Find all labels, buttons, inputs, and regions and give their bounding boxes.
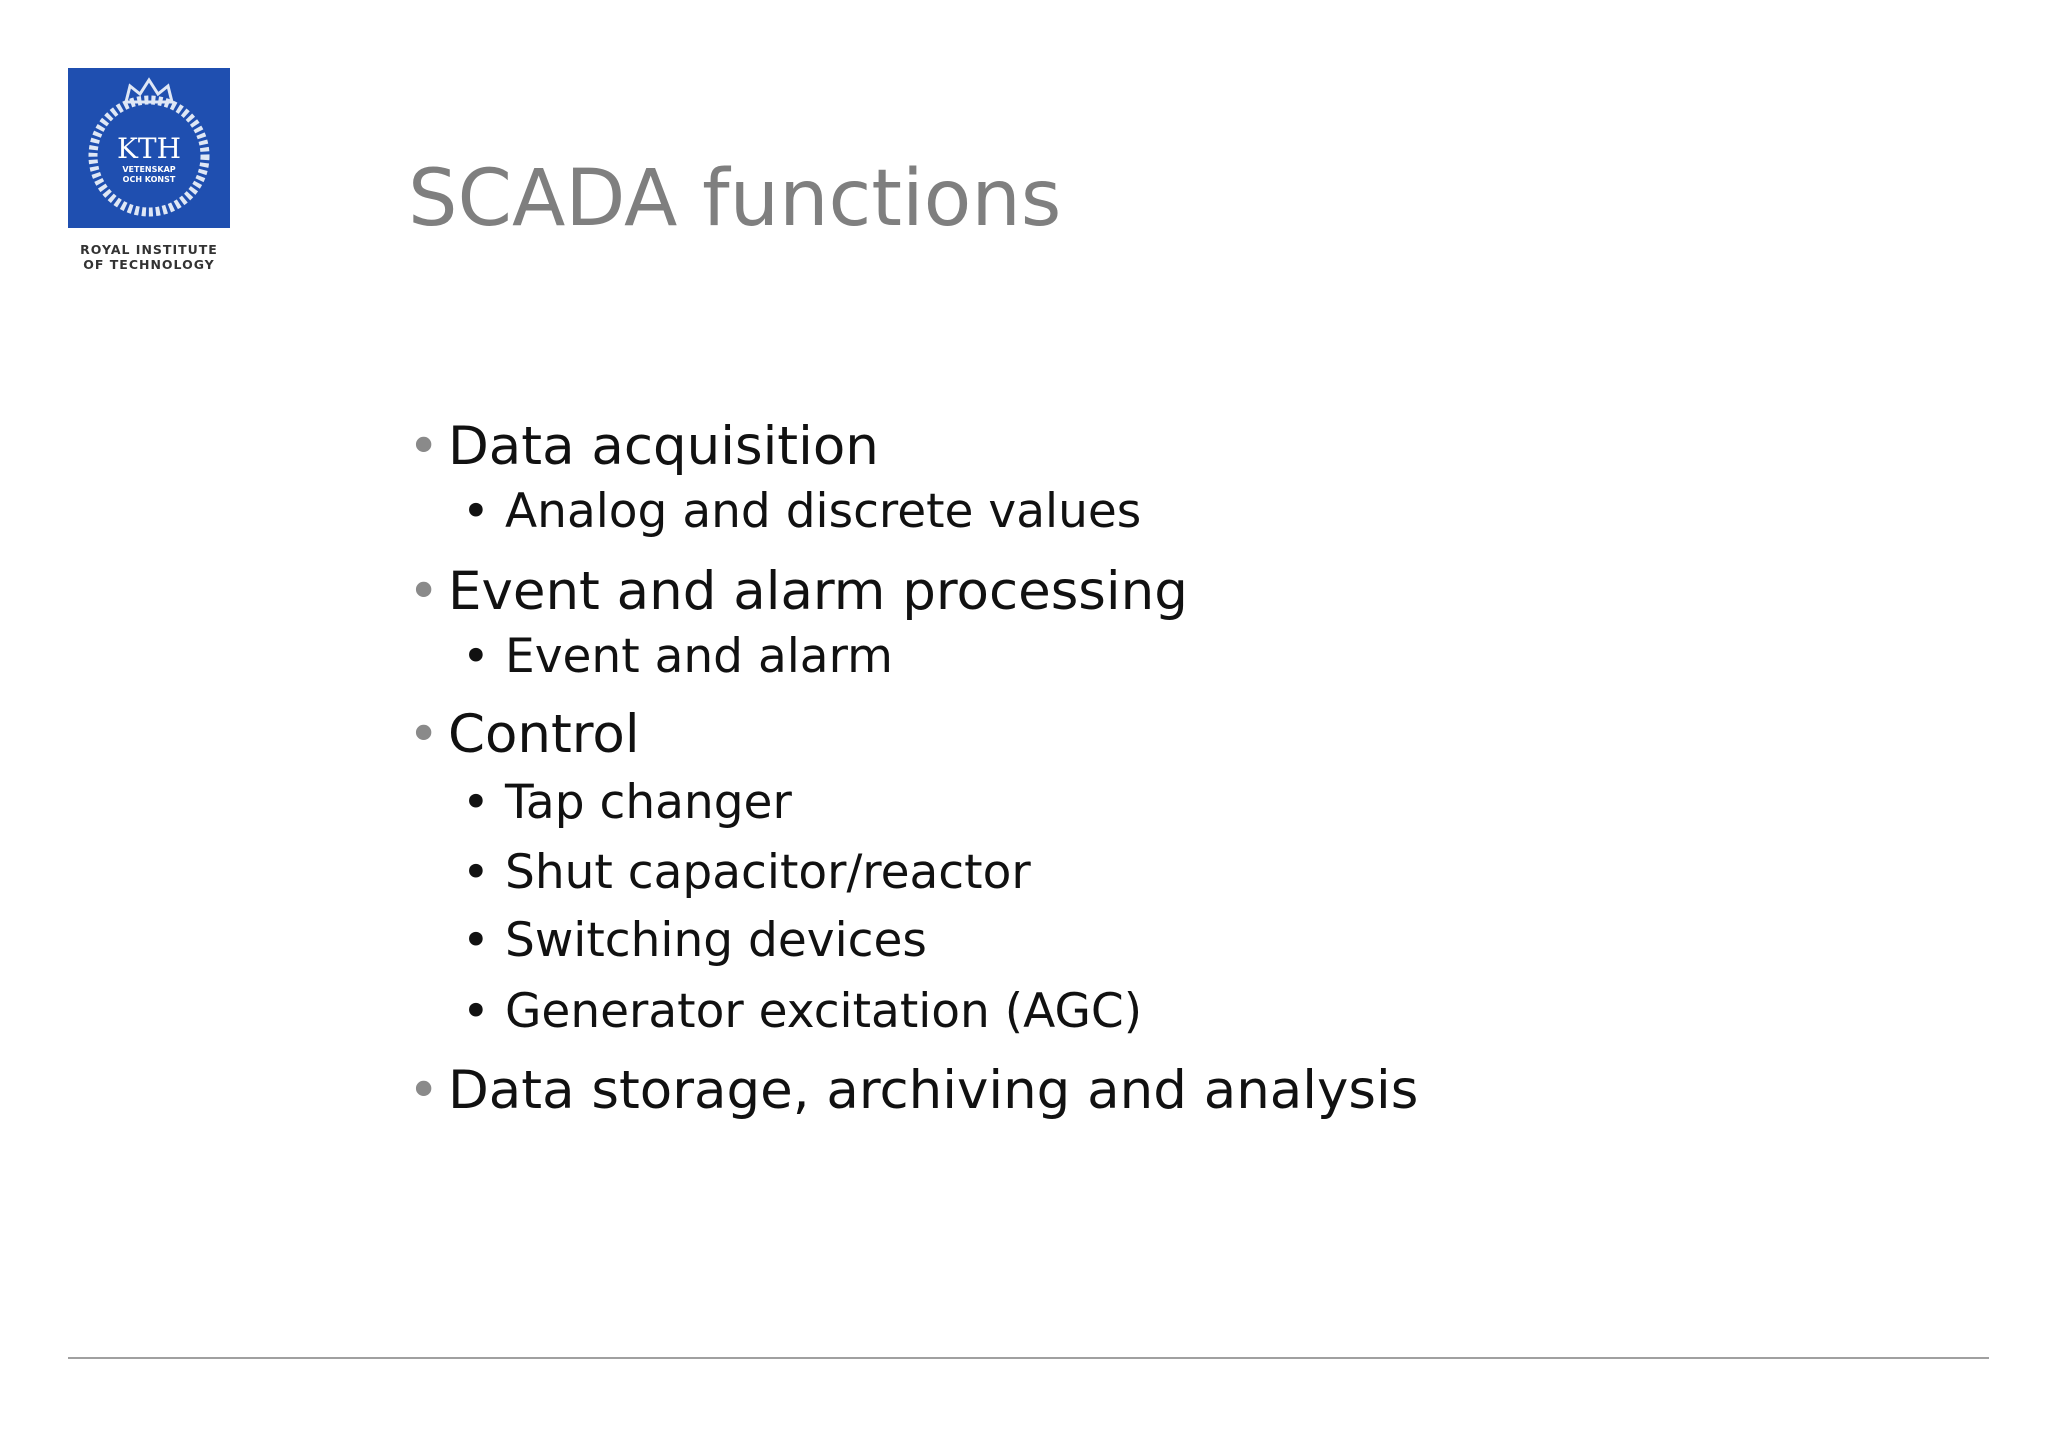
bullet-text: Data storage, archiving and analysis [448, 1060, 1419, 1121]
bullet-icon: • [408, 1060, 440, 1121]
bullet-icon: • [408, 416, 440, 477]
bullet-text: Event and alarm [505, 629, 893, 684]
bullet-item-level-2 [462, 845, 1031, 900]
bullet-item-level-2 [462, 775, 792, 830]
svg-text:OCH KONST: OCH KONST [122, 175, 176, 184]
bullet-text: Switching devices [505, 913, 927, 968]
bullet-item-level-1 [408, 561, 1188, 622]
bullet-icon: • [408, 704, 440, 765]
bullet-item-level-2 [462, 913, 927, 968]
bullet-text: Tap changer [505, 775, 792, 830]
slide-title: SCADA functions [408, 154, 1062, 244]
svg-text:KTH: KTH [116, 132, 182, 165]
bullet-icon: • [462, 845, 490, 900]
bullet-icon: • [462, 484, 490, 539]
bullet-text: Event and alarm processing [448, 561, 1188, 622]
svg-text:VETENSKAP: VETENSKAP [122, 165, 176, 174]
bullet-text: Generator excitation (AGC) [505, 984, 1143, 1039]
bullet-text: Shut capacitor/reactor [505, 845, 1031, 900]
bullet-icon: • [462, 775, 490, 830]
logo-caption [62, 242, 236, 272]
bullet-item-level-1 [408, 1060, 1419, 1121]
caption-line-2: OF TECHNOLOGY [83, 257, 215, 272]
bullet-icon: • [462, 913, 490, 968]
bullet-item-level-2 [462, 984, 1143, 1039]
bullet-text: Control [448, 704, 640, 765]
kth-logo [68, 68, 230, 228]
caption-line-1: ROYAL INSTITUTE [80, 242, 218, 257]
bullet-item-level-2 [462, 629, 893, 684]
footer-divider [68, 1357, 1989, 1359]
bullet-icon: • [462, 984, 490, 1039]
bullet-text: Analog and discrete values [505, 484, 1142, 539]
bullet-icon: • [408, 561, 440, 622]
bullet-item-level-1 [408, 416, 879, 477]
bullet-text: Data acquisition [448, 416, 879, 477]
bullet-item-level-1 [408, 704, 640, 765]
bullet-icon: • [462, 629, 490, 684]
bullet-item-level-2 [462, 484, 1142, 539]
